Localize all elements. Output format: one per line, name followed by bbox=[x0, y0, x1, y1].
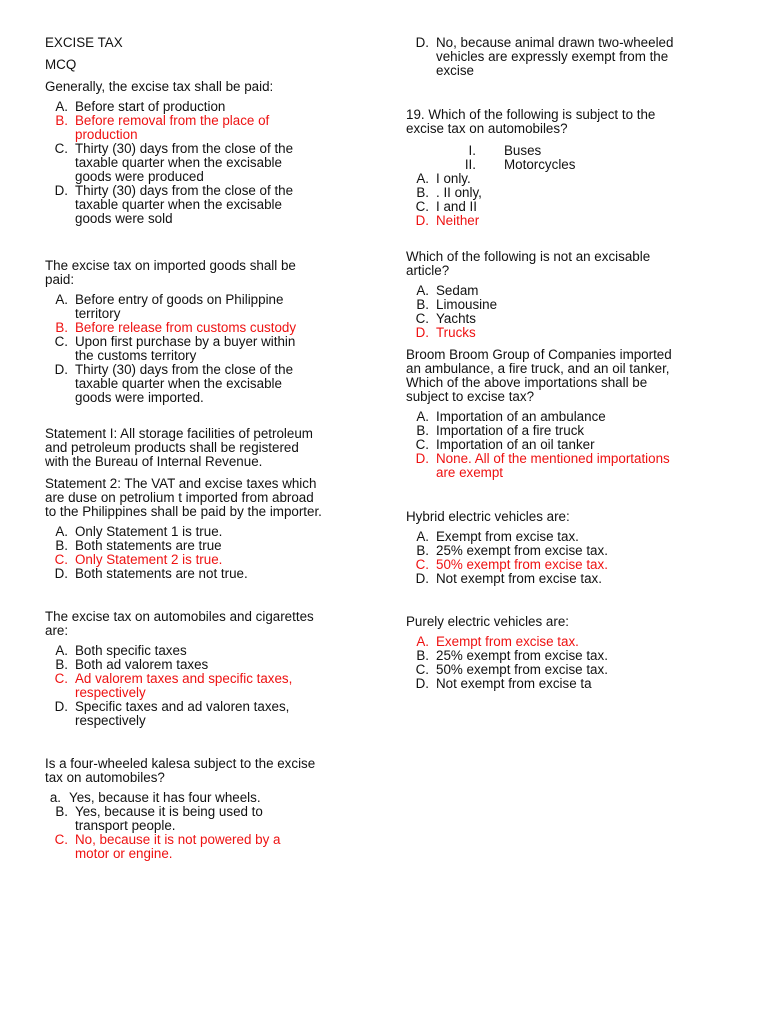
question-line: Hybrid electric vehicles are: bbox=[406, 509, 570, 524]
option-label: a. bbox=[49, 790, 61, 805]
answer-option bbox=[45, 525, 365, 539]
question bbox=[45, 259, 365, 405]
question-line: and petroleum products shall be registered bbox=[45, 440, 299, 455]
question-line: The excise tax on automobiles and cigarettes bbox=[45, 609, 314, 624]
answer-option bbox=[45, 363, 365, 405]
option-line: territory bbox=[75, 306, 121, 321]
question-line: Purely electric vehicles are: bbox=[406, 614, 569, 629]
option-line: 50% exempt from excise tax. bbox=[436, 662, 608, 677]
answer-option bbox=[45, 100, 365, 114]
answer-option-correct bbox=[406, 452, 746, 480]
option-list bbox=[406, 635, 746, 691]
roman-item bbox=[406, 144, 746, 158]
option-label: B. bbox=[55, 538, 68, 553]
question bbox=[406, 615, 746, 691]
question-text bbox=[45, 80, 365, 94]
roman-list bbox=[406, 144, 746, 172]
answer-option bbox=[406, 424, 746, 438]
option-list bbox=[406, 172, 746, 228]
answer-option-correct bbox=[45, 833, 365, 861]
option-text bbox=[75, 321, 365, 335]
question bbox=[406, 510, 746, 586]
option-line: Neither bbox=[436, 213, 480, 228]
option-line: taxable quarter when the excisable bbox=[75, 376, 282, 391]
question-text bbox=[406, 250, 746, 278]
option-line: motor or engine. bbox=[75, 846, 173, 861]
question-line: Which of the above importations shall be bbox=[406, 375, 648, 390]
option-label: C. bbox=[54, 552, 68, 567]
option-label: C. bbox=[415, 437, 429, 452]
option-line: Yachts bbox=[436, 311, 476, 326]
option-line: Exempt from excise tax. bbox=[436, 634, 579, 649]
roman-label: I. bbox=[468, 143, 476, 158]
option-line: 25% exempt from excise tax. bbox=[436, 648, 608, 663]
option-label: A. bbox=[416, 529, 429, 544]
option-line: Importation of a fire truck bbox=[436, 423, 585, 438]
option-line: Both specific taxes bbox=[75, 643, 187, 658]
answer-option bbox=[45, 805, 365, 833]
option-line: Both ad valorem taxes bbox=[75, 657, 209, 672]
option-line: Only Statement 2 is true. bbox=[75, 552, 223, 567]
option-line: excise bbox=[436, 63, 474, 78]
statement-1 bbox=[45, 427, 365, 469]
answer-option bbox=[45, 567, 365, 581]
question-line: paid: bbox=[45, 272, 75, 287]
question bbox=[406, 348, 746, 480]
option-text bbox=[75, 363, 365, 405]
answer-option-correct bbox=[45, 672, 365, 700]
option-label: D. bbox=[54, 183, 68, 198]
option-label: A. bbox=[416, 634, 429, 649]
question-text bbox=[406, 510, 746, 524]
option-text bbox=[436, 410, 746, 424]
option-label: A. bbox=[55, 292, 68, 307]
option-text bbox=[436, 172, 746, 186]
question bbox=[406, 108, 746, 228]
answer-option-correct bbox=[406, 214, 746, 228]
answer-option bbox=[406, 677, 746, 691]
option-text bbox=[436, 214, 746, 228]
option-line: Not exempt from excise ta bbox=[436, 676, 592, 691]
question-line: Which of the following is not an excisable bbox=[406, 249, 651, 264]
option-line: vehicles are expressly exempt from the bbox=[436, 49, 669, 64]
option-label: D. bbox=[415, 213, 429, 228]
option-line: I and II bbox=[436, 199, 477, 214]
option-line: Before release from customs custody bbox=[75, 320, 297, 335]
answer-option bbox=[45, 539, 365, 553]
statement-2 bbox=[45, 477, 365, 519]
question-text bbox=[406, 615, 746, 629]
option-line: Before start of production bbox=[75, 99, 226, 114]
option-label: A. bbox=[55, 643, 68, 658]
option-line: Both statements are not true. bbox=[75, 566, 248, 581]
question bbox=[45, 757, 365, 861]
answer-option bbox=[406, 530, 746, 544]
option-label: B. bbox=[55, 657, 68, 672]
answer-option-correct bbox=[45, 114, 365, 142]
roman-label: II. bbox=[464, 157, 476, 172]
option-line: Yes, because it is being used to bbox=[75, 804, 263, 819]
option-label: C. bbox=[415, 662, 429, 677]
question-line: Statement 2: The VAT and excise taxes which bbox=[45, 476, 317, 491]
doc-subtitle: MCQ bbox=[45, 57, 77, 72]
option-text bbox=[75, 833, 365, 861]
option-list bbox=[45, 100, 365, 226]
option-text bbox=[436, 530, 746, 544]
answer-option-correct bbox=[406, 326, 746, 340]
option-label: A. bbox=[416, 283, 429, 298]
option-list bbox=[45, 791, 365, 861]
option-text bbox=[75, 700, 365, 728]
answer-option bbox=[406, 186, 746, 200]
option-text bbox=[436, 649, 746, 663]
option-text bbox=[436, 298, 746, 312]
option-label: B. bbox=[416, 543, 429, 558]
question-text bbox=[406, 108, 746, 136]
option-line: Thirty (30) days from the close of the bbox=[75, 183, 294, 198]
option-text bbox=[75, 539, 365, 553]
answer-option bbox=[45, 142, 365, 184]
answer-option bbox=[406, 649, 746, 663]
option-label: B. bbox=[55, 804, 68, 819]
doc-header bbox=[45, 36, 365, 72]
option-label: A. bbox=[55, 99, 68, 114]
option-text bbox=[436, 284, 746, 298]
question-line: Generally, the excise tax shall be paid: bbox=[45, 79, 274, 94]
option-line: Thirty (30) days from the close of the bbox=[75, 141, 294, 156]
option-text bbox=[75, 525, 365, 539]
option-text bbox=[75, 644, 365, 658]
answer-option bbox=[406, 200, 746, 214]
question-line: Is a four-wheeled kalesa subject to the excise bbox=[45, 756, 316, 771]
option-text bbox=[436, 200, 746, 214]
option-text bbox=[75, 293, 365, 321]
answer-option bbox=[406, 284, 746, 298]
option-label: C. bbox=[54, 141, 68, 156]
option-text bbox=[436, 438, 746, 452]
answer-option bbox=[406, 298, 746, 312]
question-line: 19. Which of the following is subject to the bbox=[406, 107, 656, 122]
answer-option bbox=[406, 312, 746, 326]
answer-option-correct bbox=[406, 558, 746, 572]
question-line: are duse on petrolium t imported from abroad bbox=[45, 490, 314, 505]
question-line: Broom Broom Group of Companies imported bbox=[406, 347, 672, 362]
question-line: an ambulance, a fire truck, and an oil tanker, bbox=[406, 361, 670, 376]
question-line: Statement I: All storage facilities of petroleum bbox=[45, 426, 313, 441]
option-list bbox=[406, 36, 746, 78]
option-line: I only. bbox=[436, 171, 471, 186]
left-column bbox=[45, 36, 365, 861]
question-line: tax on automobiles? bbox=[45, 770, 165, 785]
option-text bbox=[436, 663, 746, 677]
doc-title: EXCISE TAX bbox=[45, 35, 123, 50]
option-line: No, because it is not powered by a bbox=[75, 832, 281, 847]
option-list bbox=[45, 293, 365, 405]
answer-option bbox=[406, 663, 746, 677]
option-label: B. bbox=[416, 648, 429, 663]
option-line: No, because animal drawn two-wheeled bbox=[436, 35, 674, 50]
option-line: respectively bbox=[75, 685, 146, 700]
question-continuation bbox=[406, 36, 746, 78]
question bbox=[45, 610, 365, 728]
option-text bbox=[75, 142, 365, 184]
answer-option bbox=[406, 172, 746, 186]
option-text bbox=[75, 335, 365, 363]
question bbox=[45, 427, 365, 581]
option-line: goods were sold bbox=[75, 211, 173, 226]
question bbox=[45, 80, 365, 226]
option-line: Importation of an oil tanker bbox=[436, 437, 595, 452]
option-label: C. bbox=[415, 557, 429, 572]
option-label: B. bbox=[55, 320, 68, 335]
option-label: C. bbox=[54, 832, 68, 847]
option-label: C. bbox=[415, 199, 429, 214]
answer-option bbox=[45, 644, 365, 658]
option-text bbox=[69, 791, 365, 805]
option-label: C. bbox=[54, 334, 68, 349]
option-line: Before removal from the place of bbox=[75, 113, 270, 128]
option-list bbox=[406, 530, 746, 586]
question-text bbox=[45, 259, 365, 287]
option-line: Sedam bbox=[436, 283, 479, 298]
option-text bbox=[436, 186, 746, 200]
option-line: taxable quarter when the excisable bbox=[75, 197, 282, 212]
option-text bbox=[436, 635, 746, 649]
option-line: None. All of the mentioned importations bbox=[436, 451, 670, 466]
option-line: respectively bbox=[75, 713, 146, 728]
option-text bbox=[75, 567, 365, 581]
option-label: D. bbox=[415, 676, 429, 691]
option-label: D. bbox=[54, 699, 68, 714]
option-line: are exempt bbox=[436, 465, 503, 480]
option-text bbox=[436, 572, 746, 586]
answer-option bbox=[45, 184, 365, 226]
option-text bbox=[75, 114, 365, 142]
option-line: Ad valorem taxes and specific taxes, bbox=[75, 671, 293, 686]
option-line: . II only, bbox=[436, 185, 482, 200]
option-line: goods were produced bbox=[75, 169, 204, 184]
option-list bbox=[406, 284, 746, 340]
option-label: B. bbox=[55, 113, 68, 128]
answer-option bbox=[406, 410, 746, 424]
answer-option bbox=[45, 658, 365, 672]
option-label: B. bbox=[416, 297, 429, 312]
option-line: goods were imported. bbox=[75, 390, 204, 405]
option-label: A. bbox=[416, 171, 429, 186]
option-text bbox=[75, 184, 365, 226]
option-line: Both statements are true bbox=[75, 538, 222, 553]
answer-option-correct bbox=[45, 321, 365, 335]
option-label: C. bbox=[54, 671, 68, 686]
option-text bbox=[75, 805, 365, 833]
answer-option bbox=[406, 36, 746, 78]
question-line: The excise tax on imported goods shall be bbox=[45, 258, 296, 273]
option-text bbox=[75, 658, 365, 672]
option-line: Upon first purchase by a buyer within bbox=[75, 334, 296, 349]
option-text bbox=[436, 424, 746, 438]
question-line: to the Philippines shall be paid by the importer. bbox=[45, 504, 322, 519]
option-label: D. bbox=[415, 451, 429, 466]
right-column bbox=[406, 36, 746, 691]
answer-option-correct bbox=[45, 553, 365, 567]
option-line: Only Statement 1 is true. bbox=[75, 524, 223, 539]
answer-option bbox=[406, 544, 746, 558]
answer-option bbox=[45, 335, 365, 363]
option-list bbox=[45, 644, 365, 728]
option-line: Trucks bbox=[436, 325, 476, 340]
question-line: article? bbox=[406, 263, 450, 278]
option-list bbox=[45, 525, 365, 581]
option-label: B. bbox=[416, 185, 429, 200]
option-text bbox=[436, 312, 746, 326]
option-line: Specific taxes and ad valoren taxes, bbox=[75, 699, 290, 714]
option-text bbox=[436, 558, 746, 572]
option-label: C. bbox=[415, 311, 429, 326]
question-text bbox=[45, 757, 365, 785]
option-text bbox=[75, 672, 365, 700]
option-line: Limousine bbox=[436, 297, 498, 312]
option-text bbox=[75, 553, 365, 567]
option-line: Exempt from excise tax. bbox=[436, 529, 579, 544]
option-line: taxable quarter when the excisable bbox=[75, 155, 282, 170]
option-label: D. bbox=[415, 571, 429, 586]
option-line: 25% exempt from excise tax. bbox=[436, 543, 608, 558]
roman-text: Buses bbox=[504, 143, 542, 158]
question bbox=[406, 250, 746, 340]
answer-option bbox=[406, 438, 746, 452]
option-line: Yes, because it has four wheels. bbox=[69, 790, 261, 805]
question-line: subject to excise tax? bbox=[406, 389, 535, 404]
answer-option bbox=[45, 791, 365, 805]
option-text bbox=[436, 544, 746, 558]
roman-text: Motorcycles bbox=[504, 157, 576, 172]
question-text bbox=[45, 610, 365, 638]
option-text bbox=[436, 326, 746, 340]
option-line: Importation of an ambulance bbox=[436, 409, 606, 424]
option-line: Not exempt from excise tax. bbox=[436, 571, 602, 586]
option-line: production bbox=[75, 127, 138, 142]
option-line: Thirty (30) days from the close of the bbox=[75, 362, 294, 377]
option-label: A. bbox=[416, 409, 429, 424]
option-line: the customs territory bbox=[75, 348, 197, 363]
option-line: transport people. bbox=[75, 818, 176, 833]
answer-option bbox=[406, 572, 746, 586]
option-text bbox=[75, 100, 365, 114]
option-text bbox=[436, 452, 746, 480]
roman-item bbox=[406, 158, 746, 172]
answer-option bbox=[45, 700, 365, 728]
question-line: with the Bureau of Internal Revenue. bbox=[45, 454, 263, 469]
option-line: Before entry of goods on Philippine bbox=[75, 292, 284, 307]
question-line: excise tax on automobiles? bbox=[406, 121, 568, 136]
option-label: D. bbox=[415, 325, 429, 340]
option-list bbox=[406, 410, 746, 480]
answer-option bbox=[45, 293, 365, 321]
option-text bbox=[436, 677, 746, 691]
question-text bbox=[406, 348, 746, 404]
option-label: D. bbox=[54, 566, 68, 581]
option-label: D. bbox=[415, 35, 429, 50]
option-line: 50% exempt from excise tax. bbox=[436, 557, 608, 572]
option-label: B. bbox=[416, 423, 429, 438]
answer-option-correct bbox=[406, 635, 746, 649]
option-label: A. bbox=[55, 524, 68, 539]
option-text bbox=[436, 36, 746, 78]
option-label: D. bbox=[54, 362, 68, 377]
question-line: are: bbox=[45, 623, 69, 638]
